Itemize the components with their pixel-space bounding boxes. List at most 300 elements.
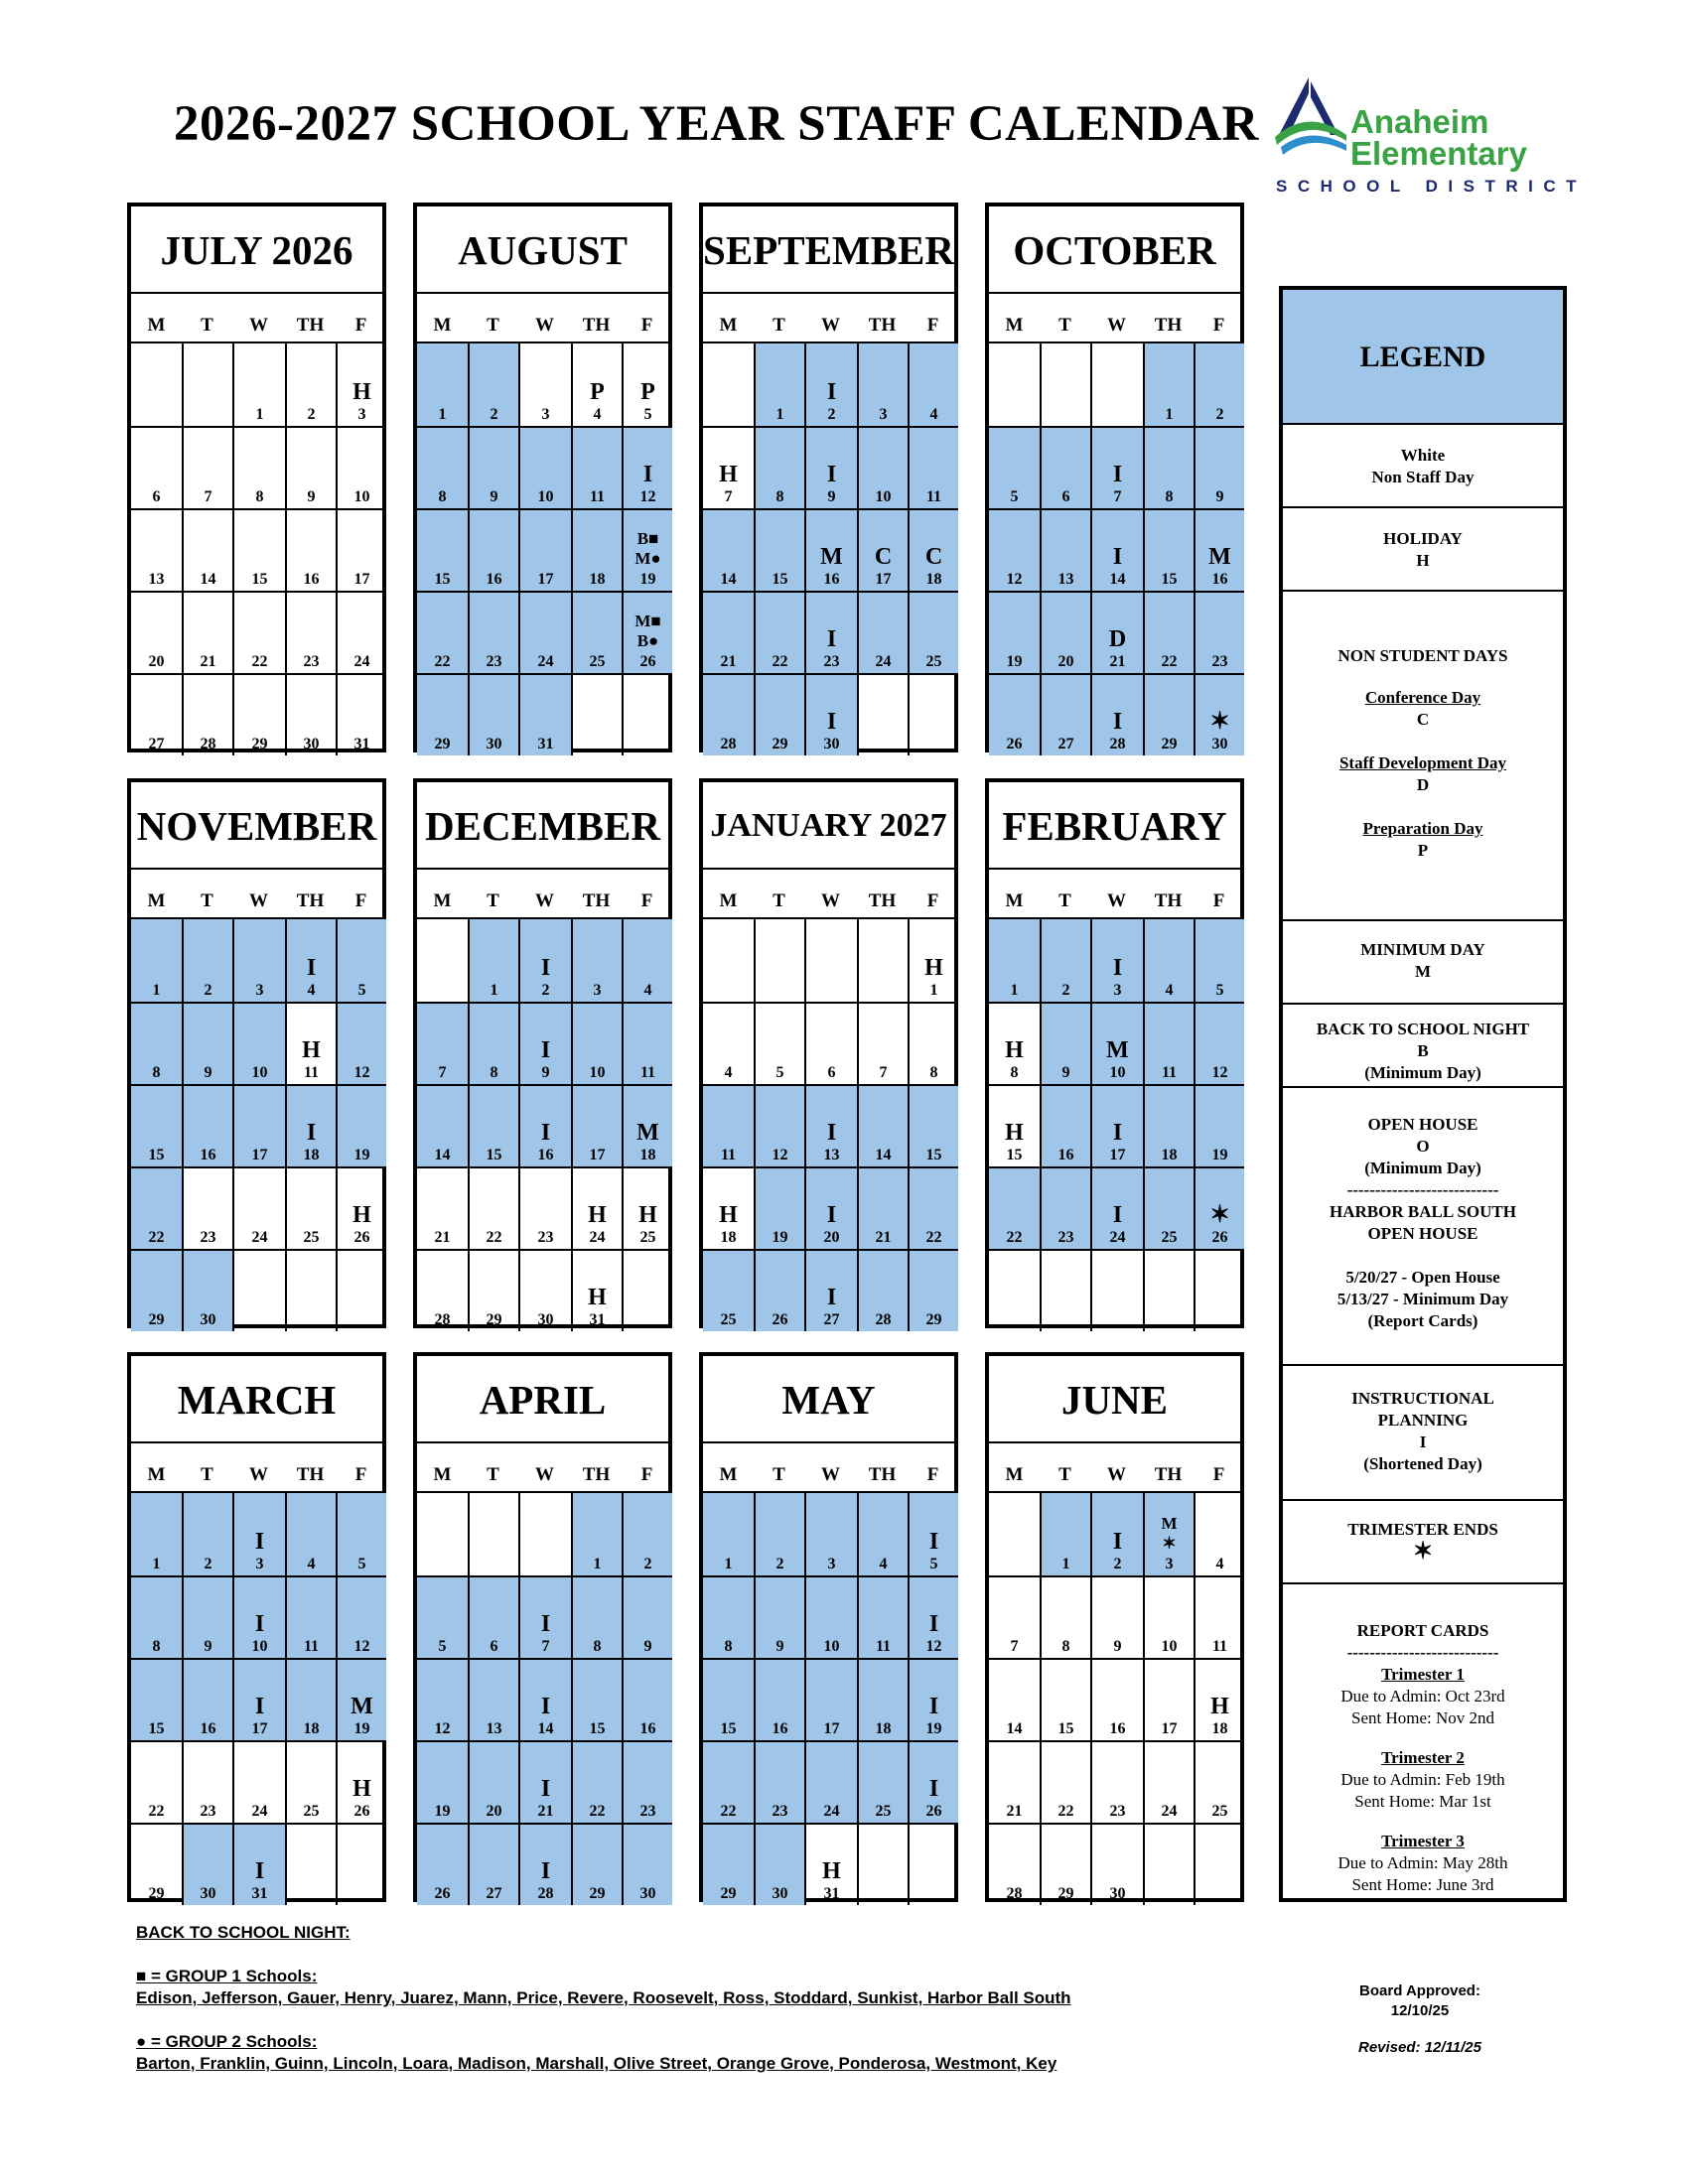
legend-panel (1279, 286, 1567, 1902)
day-number: 24 (1109, 1229, 1126, 1246)
day-cell (131, 1823, 182, 1905)
day-cell (1194, 919, 1244, 1002)
day-number: 23 (537, 1229, 554, 1246)
day-number: 21 (200, 653, 216, 670)
day-number: 7 (541, 1638, 550, 1655)
weekday-header (989, 292, 1240, 343)
day-cell (1040, 673, 1090, 755)
day-number: 22 (1057, 1803, 1074, 1820)
day-number: 10 (537, 488, 554, 505)
weekday-label: TH (582, 890, 611, 911)
logo-text-elementary: Elementary (1350, 135, 1527, 172)
day-number: 1 (152, 982, 161, 999)
empty-day-cell (182, 343, 232, 426)
day-number: 18 (303, 1720, 320, 1737)
empty-day-cell (754, 919, 804, 1002)
day-cell (804, 1740, 857, 1823)
weekday-header (417, 1441, 668, 1493)
day-cell (804, 1084, 857, 1166)
day-number: 3 (255, 982, 264, 999)
day-cell (182, 508, 232, 591)
group1-schools: Edison, Jefferson, Gauer, Henry, Juarez, Mann, Price, Revere, Roosevelt, Ross, Stoddard, Sunkist, Harbor Ball South (136, 1988, 1071, 2007)
day-number: 12 (639, 488, 656, 505)
day-cell (468, 919, 518, 1002)
day-number: 25 (720, 1311, 737, 1328)
day-number: 24 (823, 1803, 840, 1820)
day-code: I (540, 1858, 551, 1884)
day-cell (571, 1002, 622, 1084)
month-name: AUGUST (417, 206, 668, 294)
day-number: 11 (303, 1064, 320, 1081)
weekday-label: F (354, 1464, 367, 1485)
day-cell (622, 508, 672, 591)
month-name: OCTOBER (989, 206, 1240, 294)
day-code: C (924, 544, 943, 570)
day-cell (285, 1658, 336, 1740)
day-number: 20 (148, 653, 165, 670)
day-code: M ✶ (1161, 1514, 1178, 1553)
day-number: 25 (925, 653, 942, 670)
day-cell (232, 1084, 285, 1166)
weekday-label: F (926, 315, 939, 336)
day-number: 3 (1113, 982, 1122, 999)
day-number: 8 (929, 1064, 938, 1081)
day-number: 1 (593, 1556, 602, 1572)
day-number: 21 (720, 653, 737, 670)
day-number: 12 (434, 1720, 451, 1737)
day-number: 30 (1109, 1885, 1126, 1902)
day-number: 22 (925, 1229, 942, 1246)
day-number: 29 (589, 1885, 606, 1902)
logo-text-school-district: SCHOOL DISTRICT (1276, 177, 1588, 196)
day-cell (285, 1575, 336, 1658)
day-cell (232, 673, 285, 755)
empty-day-cell (804, 919, 857, 1002)
day-cell (336, 1166, 386, 1249)
group1-label: ■ = GROUP 1 Schools: (136, 1967, 318, 1985)
day-cell (622, 1493, 672, 1575)
day-cell (1040, 1658, 1090, 1740)
day-number: 11 (1161, 1064, 1178, 1081)
empty-day-cell (1040, 343, 1090, 426)
weekday-label: T (201, 315, 213, 336)
day-number: 9 (307, 488, 316, 505)
day-cell (518, 591, 571, 673)
day-number: 16 (639, 1720, 656, 1737)
empty-day-cell (336, 1823, 386, 1905)
day-cell (1040, 1002, 1090, 1084)
empty-day-cell (417, 1493, 468, 1575)
day-cell (1194, 1575, 1244, 1658)
day-cell (131, 1002, 182, 1084)
day-number: 4 (643, 982, 652, 999)
day-number: 1 (1165, 406, 1174, 423)
day-number: 24 (875, 653, 892, 670)
day-cell (417, 1084, 468, 1166)
day-cell (182, 1823, 232, 1905)
day-cell (703, 591, 754, 673)
day-cell (518, 1249, 571, 1331)
empty-day-cell (131, 343, 182, 426)
day-cell (1143, 919, 1194, 1002)
day-number: 7 (438, 1064, 447, 1081)
day-number: 20 (486, 1803, 502, 1820)
day-number: 1 (929, 982, 938, 999)
day-cell (1194, 1658, 1244, 1740)
day-cell (571, 919, 622, 1002)
day-number: 15 (1161, 571, 1178, 588)
day-number: 11 (589, 488, 606, 505)
weekday-label: W (535, 315, 554, 336)
weekday-label: T (1058, 315, 1071, 336)
day-code: I (306, 955, 317, 981)
day-cell (703, 1166, 754, 1249)
day-code: H (638, 1202, 657, 1228)
day-number: 22 (1006, 1229, 1023, 1246)
day-number: 25 (1211, 1803, 1228, 1820)
board-approved: Board Approved: 12/10/25 (1359, 1982, 1480, 2019)
day-number: 26 (772, 1311, 788, 1328)
day-cell (703, 508, 754, 591)
day-number: 7 (1113, 488, 1122, 505)
day-cell (754, 1084, 804, 1166)
month-november (127, 778, 386, 1328)
day-number: 21 (875, 1229, 892, 1246)
weekday-label: M (1005, 1464, 1024, 1485)
day-number: 22 (589, 1803, 606, 1820)
day-cell (1090, 1166, 1143, 1249)
day-number: 8 (1061, 1638, 1070, 1655)
day-number: 18 (1211, 1720, 1228, 1737)
day-cell (571, 1249, 622, 1331)
empty-day-cell (989, 343, 1040, 426)
day-code: H (588, 1285, 607, 1310)
weekday-label: TH (582, 315, 611, 336)
day-cell (232, 508, 285, 591)
day-number: 9 (204, 1064, 212, 1081)
weekday-header (417, 868, 668, 919)
day-number: 3 (357, 406, 366, 423)
day-number: 29 (251, 736, 268, 752)
day-number: 29 (148, 1311, 165, 1328)
day-number: 2 (827, 406, 836, 423)
weekday-label: W (1107, 890, 1126, 911)
day-cell (804, 591, 857, 673)
day-cell (518, 1658, 571, 1740)
day-cell (232, 919, 285, 1002)
day-cell (908, 1658, 958, 1740)
day-cell (703, 673, 754, 755)
day-cell (336, 919, 386, 1002)
day-cell (518, 1166, 571, 1249)
month-may (699, 1352, 958, 1902)
legend-open-house: OPEN HOUSE O (Minimum Day) --------------------------- HARBOR BALL SOUTH OPEN HOUSE 5/20/27 - Open House 5/13/27 - Minimum Day (Report Cards) (1283, 1088, 1563, 1366)
day-number: 25 (875, 1803, 892, 1820)
day-cell (468, 1166, 518, 1249)
day-number: 30 (303, 736, 320, 752)
group2-label: ● = GROUP 2 Schools: (136, 2032, 318, 2051)
day-number: 29 (486, 1311, 502, 1328)
day-number: 22 (251, 653, 268, 670)
logo-text-anaheim: Anaheim (1350, 103, 1489, 140)
day-number: 3 (827, 1556, 836, 1572)
day-number: 6 (1061, 488, 1070, 505)
empty-day-cell (857, 1823, 908, 1905)
day-cell (232, 591, 285, 673)
day-number: 17 (875, 571, 892, 588)
day-cell (989, 1658, 1040, 1740)
day-cell (182, 1493, 232, 1575)
day-code: I (540, 955, 551, 981)
day-cell (417, 1166, 468, 1249)
weekday-label: W (1107, 1464, 1126, 1485)
day-number: 9 (1113, 1638, 1122, 1655)
weekday-label: TH (1154, 1464, 1183, 1485)
day-number: 16 (537, 1147, 554, 1163)
legend-report-cards: REPORT CARDS --------------------------- Trimester 1 Due to Admin: Oct 23rd Sent Home: Nov 2nd Trimester 2 Due to Admin: Feb 19th Sent Home: Mar 1st Trimester 3 Due to Admin: May 28th Sent Home: June 3rd (1337, 1621, 1508, 1894)
day-cell (182, 1249, 232, 1331)
weekday-label: T (201, 1464, 213, 1485)
day-cell (989, 591, 1040, 673)
day-number: 9 (1215, 488, 1224, 505)
day-cell (285, 1493, 336, 1575)
weekday-label: T (1058, 1464, 1071, 1485)
day-number: 16 (486, 571, 502, 588)
day-cell (417, 1575, 468, 1658)
day-cell (468, 426, 518, 508)
day-cell (1143, 591, 1194, 673)
group2-schools: Barton, Franklin, Guinn, Lincoln, Loara, Madison, Marshall, Olive Street, Orange Grove, Ponderosa, Westmont, Key (136, 2054, 1057, 2073)
day-code: I (540, 1694, 551, 1719)
empty-day-cell (622, 1249, 672, 1331)
day-cell (754, 1740, 804, 1823)
logo-mark-icon (1273, 71, 1352, 175)
day-number: 2 (1215, 406, 1224, 423)
day-number: 26 (639, 653, 656, 670)
day-cell (336, 1002, 386, 1084)
day-cell (1143, 1084, 1194, 1166)
day-cell (468, 1084, 518, 1166)
day-cell (468, 673, 518, 755)
footer-heading: BACK TO SCHOOL NIGHT: (136, 1923, 351, 1942)
day-cell (182, 1740, 232, 1823)
day-number: 2 (1113, 1556, 1122, 1572)
day-cell (571, 508, 622, 591)
weekday-header (703, 868, 954, 919)
weekday-label: W (535, 890, 554, 911)
day-number: 11 (875, 1638, 892, 1655)
day-number: 16 (1109, 1720, 1126, 1737)
day-cell (989, 919, 1040, 1002)
day-number: 5 (438, 1638, 447, 1655)
day-number: 14 (537, 1720, 554, 1737)
day-number: 14 (720, 571, 737, 588)
day-cell (754, 1658, 804, 1740)
empty-day-cell (336, 1249, 386, 1331)
weekday-label: M (147, 315, 166, 336)
day-number: 19 (772, 1229, 788, 1246)
day-number: 31 (251, 1885, 268, 1902)
legend-heading: LEGEND (1283, 290, 1563, 425)
day-code: I (1112, 1120, 1123, 1146)
day-code: M (1208, 544, 1231, 570)
day-number: 18 (303, 1147, 320, 1163)
day-cell (232, 1575, 285, 1658)
day-number: 8 (255, 488, 264, 505)
day-cell (182, 1575, 232, 1658)
day-cell (518, 343, 571, 426)
day-number: 28 (434, 1311, 451, 1328)
day-cell (622, 591, 672, 673)
day-number: 10 (1161, 1638, 1178, 1655)
day-number: 27 (823, 1311, 840, 1328)
day-cell (518, 1002, 571, 1084)
day-cell (804, 1658, 857, 1740)
day-code: H (1210, 1694, 1229, 1719)
empty-day-cell (908, 673, 958, 755)
day-number: 9 (643, 1638, 652, 1655)
day-number: 21 (434, 1229, 451, 1246)
day-code: I (1112, 462, 1123, 487)
day-cell (1194, 426, 1244, 508)
day-number: 15 (251, 571, 268, 588)
day-cell (1040, 1823, 1090, 1905)
day-cell (1040, 1084, 1090, 1166)
day-number: 24 (1161, 1803, 1178, 1820)
day-number: 11 (720, 1147, 737, 1163)
day-number: 28 (200, 736, 216, 752)
day-cell (131, 673, 182, 755)
empty-day-cell (1194, 1249, 1244, 1331)
month-june (985, 1352, 1244, 1902)
day-cell (1090, 1084, 1143, 1166)
day-code: I (642, 462, 653, 487)
day-number: 15 (720, 1720, 737, 1737)
day-number: 14 (434, 1147, 451, 1163)
empty-day-cell (1040, 1249, 1090, 1331)
day-cell (285, 673, 336, 755)
day-cell (417, 343, 468, 426)
day-number: 4 (307, 1556, 316, 1572)
day-number: 16 (772, 1720, 788, 1737)
weekday-label: F (640, 890, 653, 911)
day-cell (1194, 673, 1244, 755)
empty-day-cell (285, 1249, 336, 1331)
day-cell (232, 1002, 285, 1084)
day-cell (182, 1084, 232, 1166)
day-number: 8 (490, 1064, 498, 1081)
day-cell (571, 1084, 622, 1166)
day-cell (804, 343, 857, 426)
day-cell (1143, 508, 1194, 591)
day-number: 18 (589, 571, 606, 588)
day-cell (754, 1823, 804, 1905)
day-number: 5 (775, 1064, 784, 1081)
day-cell (417, 1740, 468, 1823)
day-cell (232, 1823, 285, 1905)
day-number: 8 (438, 488, 447, 505)
day-number: 24 (353, 653, 370, 670)
month-name: JULY 2026 (131, 206, 382, 294)
day-cell (182, 919, 232, 1002)
day-number: 5 (643, 406, 652, 423)
day-number: 5 (929, 1556, 938, 1572)
day-number: 4 (1165, 982, 1174, 999)
day-cell (1143, 343, 1194, 426)
day-cell (1143, 1740, 1194, 1823)
day-cell (1040, 1166, 1090, 1249)
day-number: 10 (589, 1064, 606, 1081)
day-number: 16 (823, 571, 840, 588)
day-number: 19 (925, 1720, 942, 1737)
day-cell (1040, 919, 1090, 1002)
day-cell (1143, 1575, 1194, 1658)
day-cell (1040, 591, 1090, 673)
day-cell (182, 1658, 232, 1740)
day-cell (989, 1740, 1040, 1823)
day-number: 9 (541, 1064, 550, 1081)
weekday-label: T (773, 1464, 785, 1485)
day-number: 12 (1211, 1064, 1228, 1081)
day-cell (989, 1002, 1040, 1084)
day-cell (285, 426, 336, 508)
day-code: H (822, 1858, 841, 1884)
day-number: 3 (879, 406, 888, 423)
day-cell (1194, 1166, 1244, 1249)
day-cell (1040, 508, 1090, 591)
weekday-label: M (147, 890, 166, 911)
weekday-header (703, 292, 954, 343)
day-number: 4 (307, 982, 316, 999)
weekday-label: TH (296, 1464, 325, 1485)
day-cell (754, 1249, 804, 1331)
day-number: 8 (152, 1638, 161, 1655)
empty-day-cell (989, 1493, 1040, 1575)
day-cell (232, 343, 285, 426)
empty-day-cell (1194, 1823, 1244, 1905)
day-number: 23 (200, 1229, 216, 1246)
day-cell (703, 1658, 754, 1740)
day-cell (703, 426, 754, 508)
empty-day-cell (622, 673, 672, 755)
weekday-label: W (821, 315, 840, 336)
weekday-label: T (1058, 890, 1071, 911)
day-cell (468, 591, 518, 673)
day-cell (468, 1249, 518, 1331)
day-number: 21 (1109, 653, 1126, 670)
day-cell (1090, 1823, 1143, 1905)
day-number: 22 (434, 653, 451, 670)
day-number: 23 (823, 653, 840, 670)
day-number: 25 (303, 1229, 320, 1246)
day-cell (1143, 1166, 1194, 1249)
empty-day-cell (857, 673, 908, 755)
day-cell (182, 1002, 232, 1084)
day-cell (622, 919, 672, 1002)
day-number: 19 (1006, 653, 1023, 670)
day-number: 5 (357, 982, 366, 999)
day-number: 1 (255, 406, 264, 423)
day-number: 16 (1211, 571, 1228, 588)
day-cell (417, 1249, 468, 1331)
empty-day-cell (989, 1249, 1040, 1331)
day-cell (989, 1575, 1040, 1658)
empty-day-cell (703, 919, 754, 1002)
day-cell (285, 1740, 336, 1823)
day-code: I (540, 1037, 551, 1063)
day-cell (1090, 426, 1143, 508)
day-cell (989, 426, 1040, 508)
